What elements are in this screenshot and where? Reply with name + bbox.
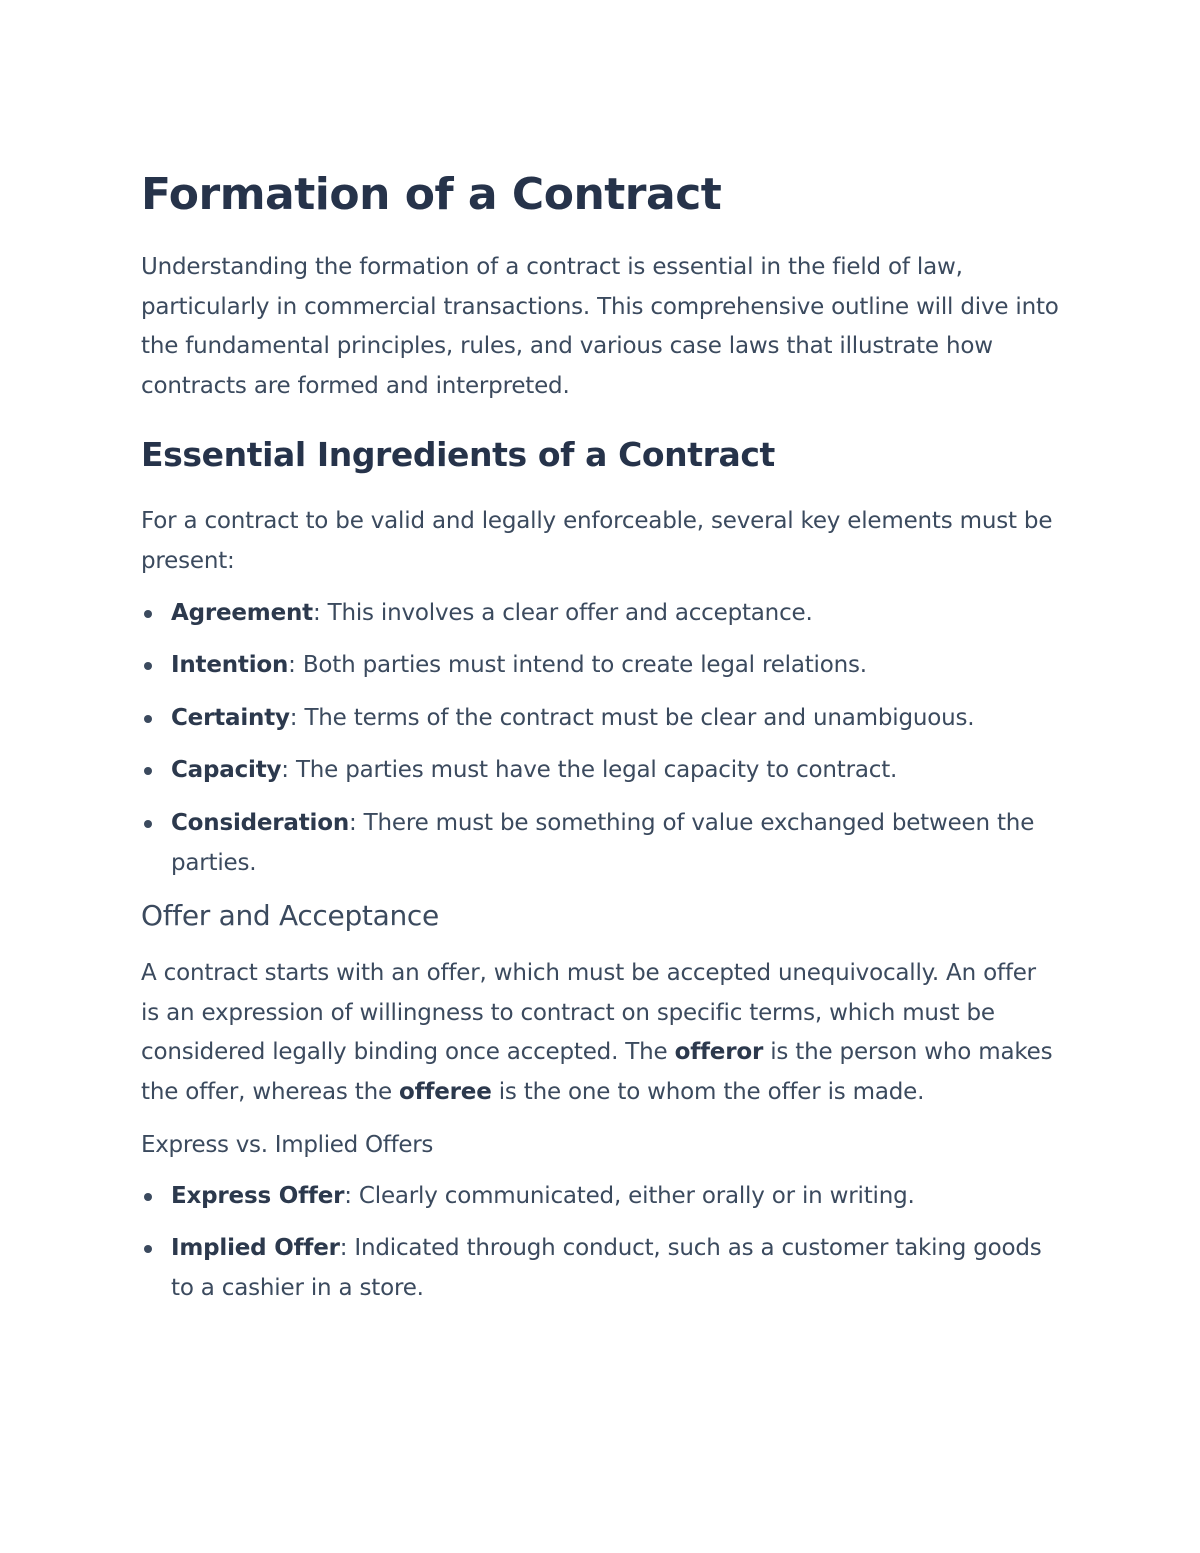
list-item-term: Implied Offer [171, 1235, 340, 1262]
document-page [141, 168, 1061, 1321]
list-item-text: : Both parties must intend to create legal relations. [288, 652, 867, 679]
section-lead-paragraph: For a contract to be valid and legally enforceable, several key elements must be present: [141, 508, 1053, 574]
list-item-term: Intention [171, 652, 289, 679]
list-item-term: Capacity [171, 757, 282, 784]
paragraph-text: is the person who makes the offer, whereas the [141, 1039, 1053, 1105]
bullet-icon [144, 1193, 152, 1201]
list-item-text: : There must be something of value exchanged between the parties. [171, 809, 1035, 876]
list-item-text: : Clearly communicated, either orally or in writing. [344, 1182, 915, 1209]
list-item [141, 751, 1061, 791]
offer-types-list [141, 1177, 1061, 1309]
list-item-text: : This involves a clear offer and acceptance. [312, 599, 813, 626]
list-item [141, 646, 1061, 686]
bullet-icon [144, 610, 152, 618]
list-item [141, 804, 1061, 883]
list-item [141, 1177, 1061, 1217]
list-item-term: Agreement [171, 599, 313, 626]
list-item-text: : The parties must have the legal capacity to contract. [281, 757, 898, 784]
section-heading-essential-ingredients: Essential Ingredients of a Contract [141, 435, 775, 475]
page-title: Formation of a Contract [141, 169, 722, 220]
term-offeror: offeror [674, 1039, 764, 1066]
list-item-term: Express Offer [171, 1182, 345, 1209]
paragraph-text: A contract starts with an offer, which must be accepted unequivocally. An offer is an expression of willingness to contract on specific terms, which must be considered legally binding once accepted. The [141, 960, 1036, 1066]
intro-paragraph: Understanding the formation of a contract is essential in the field of law, particularly in commercial transactions. This comprehensive outline will dive into the fundamental principles, rules, and various case laws that illustrate how contracts are formed and interpreted. [141, 254, 1059, 399]
list-item [141, 1229, 1061, 1308]
list-item [141, 594, 1061, 634]
bullet-icon [144, 1245, 152, 1253]
bullet-icon [144, 767, 152, 775]
list-item-term: Consideration [171, 809, 350, 836]
term-offeree: offeree [399, 1078, 492, 1105]
list-item-text: : Indicated through conduct, such as a customer taking goods to a cashier in a store. [171, 1235, 1042, 1301]
subsubsection-heading-express-implied: Express vs. Implied Offers [141, 1131, 434, 1158]
list-item-text: : The terms of the contract must be clear and unambiguous. [289, 704, 975, 731]
bullet-icon [144, 715, 152, 723]
subsection-heading-offer-acceptance: Offer and Acceptance [141, 899, 439, 933]
bullet-icon [144, 820, 152, 828]
offer-acceptance-paragraph [141, 954, 1061, 1112]
paragraph-text: is the one to whom the offer is made. [491, 1078, 925, 1105]
bullet-icon [144, 662, 152, 670]
list-item-term: Certainty [171, 704, 290, 731]
list-item [141, 699, 1061, 739]
ingredients-list [141, 594, 1061, 884]
